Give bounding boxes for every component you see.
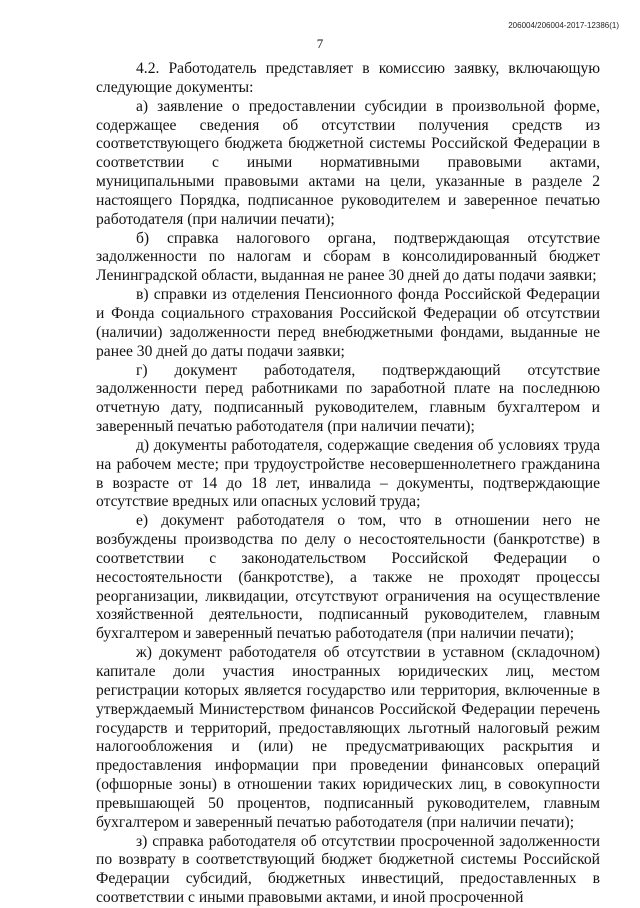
paragraph-item-g: г) документ работодателя, подтверждающий отсутствие задолженности перед работниками по заработной плате на последнюю отчетную дату, подписанный руководителем, главным бухгалтером и заверенный печатью работодателя (при наличии печати); bbox=[96, 361, 600, 436]
paragraph-4-2-intro: 4.2. Работодатель представляет в комиссию заявку, включающую следующие документы: bbox=[96, 60, 600, 96]
paragraph-item-z: з) справка работодателя об отсутствии просроченной задолженности по возврату в соответствующий бюджет бюджетной системы Российской Федерации субсидий, бюджетных инвестиций, предоставленных в соответствии с иными правовыми актами, и иной просроченной bbox=[96, 832, 600, 907]
paragraph-item-v: в) справки из отделения Пенсионного фонда Российской Федерации и Фонда социального страхования Российской Федерации об отсутствии (наличии) задолженности перед внебюджетными фондами, выданные не ранее 30 дней до даты подачи заявки; bbox=[96, 286, 600, 360]
paragraph-item-d: д) документы работодателя, содержащие сведения об условиях труда на рабочем месте; при трудоустройстве несовершеннолетнего гражданина в возрасте от 14 до 18 лет, инвалида – документы, подтверждающие отсутствие вредных или опасных условий труда; bbox=[96, 436, 600, 511]
paragraph-item-b: б) справка налогового органа, подтверждающая отсутствие задолженности по налогам и сборам в консолидированный бюджет Ленинградской области, выданная не ранее 30 дней до даты подачи заявки; bbox=[96, 229, 600, 285]
document-body bbox=[96, 60, 600, 908]
document-id: 206004/206004-2017-12386(1) bbox=[508, 21, 619, 30]
page-number: 7 bbox=[316, 36, 324, 51]
paragraph-item-a: а) заявление о предоставлении субсидии в произвольной форме, содержащее сведения об отсутствии получения средств из соответствующего бюджета бюджетной системы Российской Федерации в соответствии с иными нормативными правовыми актами, муниципальными правовыми актами на цели, указанные в разделе 2 настоящего Порядка, подписанное руководителем и заверенное печатью работодателя (при наличии печати); bbox=[96, 97, 600, 228]
paragraph-item-zh: ж) документ работодателя об отсутствии в уставном (складочном) капитале доли участия иностранных юридических лиц, местом регистрации которых является государство или территория, включенные в утверждаемый Министерством финансов Российской Федерации перечень государств и территорий, предоставляющих льготный налоговый режим налогообложения и (или) не предусматривающих раскрытия и предоставления информации при проведении финансовых операций (офшорные зоны) в отношении таких юридических лиц, в совокупности превышающей 50 процентов, подписанный руководителем, главным бухгалтером и заверенный печатью работодателя (при наличии печати); bbox=[96, 644, 600, 831]
paragraph-item-e: е) документ работодателя о том, что в отношении него не возбуждены производства по делу о несостоятельности (банкротстве) в соответствии с законодательством Российской Федерации о несостоятельности (банкротстве), а также не проходят процессы реорганизации, ликвидации, отсутствуют ограничения на осуществление хозяйственной деятельности, подписанный руководителем, главным бухгалтером и заверенный печатью работодателя (при наличии печати); bbox=[96, 512, 600, 643]
